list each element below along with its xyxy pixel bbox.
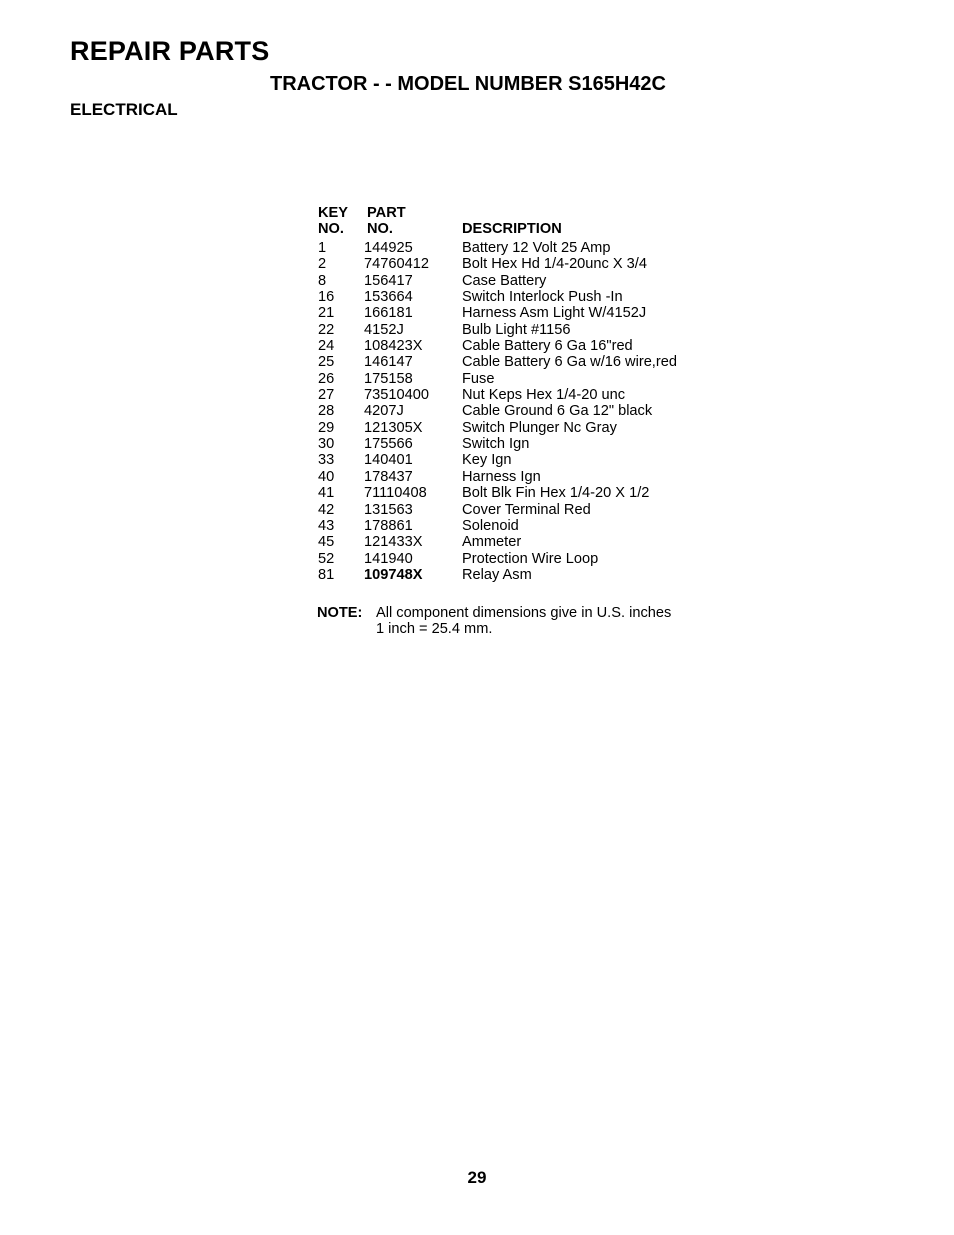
part-no: 144925: [364, 240, 413, 256]
description: Fuse: [462, 370, 495, 387]
description: Relay Asm: [462, 566, 532, 583]
key-no: 1: [318, 240, 327, 256]
header-key-line2: NO.: [318, 221, 344, 237]
header-part-line2: NO.: [367, 221, 393, 237]
parts-list-rows: [318, 240, 738, 583]
table-row: [318, 485, 738, 501]
key-no: 40: [318, 468, 335, 485]
part-no: 178861: [364, 517, 413, 534]
table-row: [318, 403, 738, 419]
table-row: [318, 387, 738, 403]
key-no: 43: [318, 517, 335, 534]
part-no: 74760412: [364, 256, 429, 273]
part-no: 4152J: [364, 321, 404, 338]
table-row: [318, 551, 738, 567]
description: Cable Ground 6 Ga 12" black: [462, 403, 653, 420]
note-line-2: 1 inch = 25.4 mm.: [376, 621, 493, 638]
page-number: 29: [467, 1168, 487, 1187]
header-key-line1: KEY: [318, 205, 349, 221]
part-no: 109748X: [364, 566, 423, 583]
key-no: 29: [318, 419, 335, 436]
table-row: [318, 256, 738, 272]
table-row: [318, 322, 738, 338]
part-no: 146147: [364, 354, 413, 371]
header-part-line1: PART: [367, 205, 406, 221]
description: Ammeter: [462, 534, 522, 551]
part-no: 121305X: [364, 419, 423, 436]
key-no: 42: [318, 501, 335, 518]
description: Bulb Light #1156: [462, 321, 571, 338]
model-title: TRACTOR - - MODEL NUMBER S165H42C: [270, 73, 666, 95]
description: Switch Interlock Push -In: [462, 289, 623, 306]
parts-list: [318, 205, 738, 583]
key-no: 52: [318, 550, 335, 567]
part-no: 73510400: [364, 387, 429, 404]
part-no: 166181: [364, 305, 413, 322]
part-no: 131563: [364, 501, 413, 518]
part-no: 156417: [364, 272, 413, 289]
key-no: 24: [318, 338, 335, 355]
description: Solenoid: [462, 517, 519, 534]
table-row: [318, 371, 738, 387]
part-no: 141940: [364, 550, 413, 567]
key-no: 81: [318, 566, 335, 583]
key-no: 33: [318, 452, 335, 469]
description: Switch Ign: [462, 436, 530, 453]
key-no: 16: [318, 289, 335, 306]
description: Switch Plunger Nc Gray: [462, 419, 617, 436]
part-no: 175566: [364, 436, 413, 453]
key-no: 45: [318, 534, 335, 551]
part-no: 121433X: [364, 534, 423, 551]
table-row: [318, 436, 738, 452]
parts-list-header: [318, 205, 738, 240]
part-no: 153664: [364, 289, 413, 306]
key-no: 22: [318, 321, 335, 338]
table-row: [318, 305, 738, 321]
description: Cable Battery 6 Ga 16"red: [462, 338, 633, 355]
part-no: 4207J: [364, 403, 404, 420]
key-no: 27: [318, 387, 335, 404]
part-no: 175158: [364, 370, 413, 387]
table-row: [318, 469, 738, 485]
description: Case Battery: [462, 272, 547, 289]
key-no: 8: [318, 272, 327, 289]
section-title: ELECTRICAL: [70, 100, 178, 119]
table-row: [318, 567, 738, 583]
description: Cover Terminal Red: [462, 501, 591, 518]
table-row: [318, 502, 738, 518]
table-row: [318, 273, 738, 289]
table-row: [318, 534, 738, 550]
header-description: DESCRIPTION: [462, 221, 562, 237]
part-no: 71110408: [364, 485, 427, 502]
part-no: 178437: [364, 468, 413, 485]
table-row: [318, 240, 738, 256]
key-no: 28: [318, 403, 335, 420]
note-label: NOTE:: [317, 605, 363, 621]
note-line-1: All component dimensions give in U.S. inches: [376, 605, 672, 621]
description: Bolt Hex Hd 1/4-20unc X 3/4: [462, 256, 647, 273]
description: Nut Keps Hex 1/4-20 unc: [462, 387, 626, 404]
page-title: REPAIR PARTS: [70, 36, 270, 66]
key-no: 21: [318, 305, 335, 322]
part-no: 108423X: [364, 338, 423, 355]
description: Harness Ign: [462, 468, 541, 485]
key-no: 2: [318, 256, 327, 273]
description: Harness Asm Light W/4152J: [462, 305, 647, 322]
table-row: [318, 452, 738, 468]
table-row: [318, 518, 738, 534]
key-no: 25: [318, 354, 335, 371]
key-no: 41: [318, 485, 335, 502]
description: Cable Battery 6 Ga w/16 wire,red: [462, 354, 677, 371]
description: Key Ign: [462, 452, 512, 469]
table-row: [318, 338, 738, 354]
description: Battery 12 Volt 25 Amp: [462, 240, 611, 256]
table-row: [318, 354, 738, 370]
description: Protection Wire Loop: [462, 550, 599, 567]
description: Bolt Blk Fin Hex 1/4-20 X 1/2: [462, 485, 650, 502]
key-no: 30: [318, 436, 335, 453]
table-row: [318, 420, 738, 436]
key-no: 26: [318, 370, 335, 387]
part-no: 140401: [364, 452, 413, 469]
table-row: [318, 289, 738, 305]
